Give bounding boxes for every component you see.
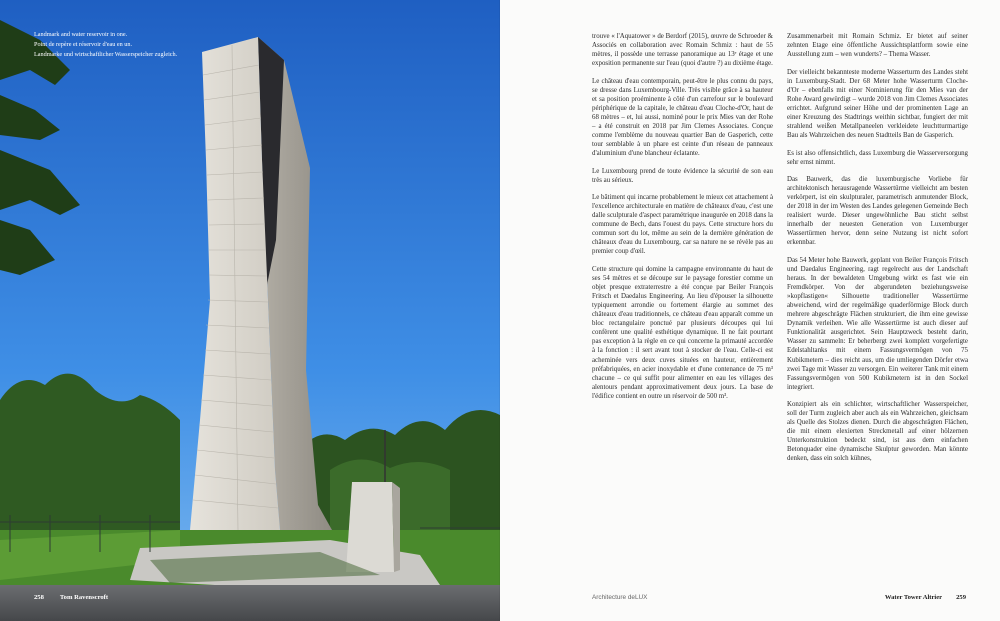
author-name: Tom Ravenscroft (59, 594, 109, 601)
caption-line-de: Landmarke und wirtschaftlicher Wasserspeicher zugleich. (34, 50, 178, 58)
paragraph: trouve « l'Aquatower » de Berdorf (2015), œuvre de Schroeder & Associés en collaboration avec Romain Schmiz : haut de 55 mètres, il possède une terrasse panoramique au 13ᵉ étage et une exposition permanente sur l'eau (quoi d'autre ?) au dixième étage. (592, 33, 773, 68)
chapter-title: Water Tower Altrier (884, 594, 943, 601)
paragraph: Le bâtiment qui incarne probablement le mieux cet attachement à l'excellence architecturale en matière de châteaux d'eau, c'est une dalle sculpturale d'aspect paramétrique inaugurée en 2018 dans la commune de Bech, dans l'ouest du pays. Cette structure hors du commun sort du lot, même au sein de la dernière génération de châteaux d'eau du Luxembourg, car sa nature ne se révèle pas au premier coup d'œil. (592, 194, 773, 256)
paragraph: Zusammenarbeit mit Romain Schmiz. Er bietet auf seiner zehnten Etage eine öffentliche Aussichtsplattform sowie eine Ausstellung zum – wen wunderts? – Thema Wasser. (787, 33, 968, 59)
caption-line-fr: Point de repère et réservoir d'eau en un. (34, 40, 133, 48)
photo-caption (34, 31, 184, 60)
page-number-left: 258 (34, 594, 44, 601)
paragraph: Konzipiert als ein schlichter, wirtschaftlicher Wasserspeicher, soll der Turm zugleich aber auch als ein Wahrzeichen, gleichsam als Quelle des Stolzes dienen. Durch die abgeschrägten Flächen, die mit einem elexierten Streckmetall auf einer hölzernen Unterkonstruktion bedeckt sind, ist aus dem einfachen Betonquader eine dynamische Skulptur geworden. Man könnte denken, dass ein solch kühnes, (787, 401, 968, 463)
german-text-column (787, 32, 968, 472)
caption-line-en: Landmark and water reservoir in one. (34, 31, 128, 38)
paragraph: Das 54 Meter hohe Bauwerk, geplant von Beiler François Fritsch und Daedalus Engineering, ragt regelrecht aus der Landschaft heraus. In der bewaldeten Umgebung wirkt es fast wie ein Fremdkörper. Von der abgerundeten beziehungsweise »kopflastigen« Silhouette traditioneller Wassertürme abweichend, wird der regelmäßige quaderförmige Block durch mehrere abgeschrägte Flächen strukturiert, die ihm eine gewisse Dynamik verleihen. Wie alle Wassertürme ist auch dieser auf Funktionalität ausgerichtet. Sein Hauptzweck besteht darin, Wasser zu sammeln: Er beherbergt zwei komplett vorgefertigte Edelstahltanks mit einem Fassungsvermögen von 75 Kubikmetern – dies reicht aus, um die umliegenden Dörfer etwa zwei Tage mit Wasser zu versorgen. Ein weiterer Tank mit einem Fassungsvermögen von 500 Kubikmetern ist in den Sockel integriert. (787, 256, 968, 391)
right-folio (885, 594, 966, 601)
page-number-right: 259 (956, 594, 966, 601)
paragraph: Cette structure qui domine la campagne environnante du haut de ses 54 mètres et se découpe sur le paysage forestier comme un objet presque extraterrestre a été conçue par Beiler François Fritsch et Daedalus Engineering. Au lieu d'épouser la silhouette typiquement arrondie ou fortement élargie au sommet des châteaux d'eau traditionnels, ce château d'eau apparaît comme un bloc rectangulaire ponctué par plusieurs découpes qui lui confèrent une qualité esthétique dynamique. Il ne fait pourtant pas exception à la règle en ce qui concerne la primauté accordée à la fonction : il sert avant tout à stocker de l'eau. Celle-ci est acheminée vers deux cuves situées en hauteur, entièrement préfabriquées, en acier inoxydable et d'une contenance de 75 m³ chacune – ce qui suffit pour alimenter en eau les villages des alentours pendant approximativement deux jours. La base de l'édifice contient en outre un réservoir de 500 m³. (592, 266, 773, 400)
paragraph: Es ist also offensichtlich, dass Luxemburg die Wasserversorgung sehr ernst nimmt. (787, 149, 968, 166)
french-text-column (592, 32, 773, 409)
paragraph: Le château d'eau contemporain, peut-être le plus connu du pays, se dresse dans Luxembourg-Ville. Très visible grâce à sa hauteur et sa position proéminente à côté d'un carrefour sur le boulevard périphérique de la capitale, le château d'eau Cloche-d'Or, haut de 68 mètres – et, lui aussi, nominé pour le prix Mies van der Rohe – a été construit en 2018 par Jim Clemes Associates. Conçue comme l'emblème du nouveau quartier Ban de Gasperich, cette tour semblable à un phare est ceinte d'un réseau de panneaux d'aluminium d'une blancheur éclatante. (592, 77, 773, 158)
publication-name: Architecture deLUX (592, 594, 648, 601)
paragraph: Der vielleicht bekannteste moderne Wasserturm des Landes steht in Luxemburg-Stadt. Der 68 Meter hohe Wasserturm Cloche-d'Or – ebenfalls mit einer Nominierung für den Mies van der Rohe Award gewürdigt – wurde 2018 von Jim Clemes Associates errichtet. Aufgrund seiner Höhe und der prominenten Lage an einer Kreuzung des Stadtrings weithin sichtbar, fungiert der mit strahlend weißen Metallpaneelen verkleidete leuchtturmartige Bau als Wahrzeichen des neuen Stadtteils Ban de Gasperich. (787, 68, 968, 139)
paragraph: Le Luxembourg prend de toute évidence la sécurité de son eau très au sérieux. (592, 167, 773, 184)
left-folio (34, 594, 108, 601)
right-page-text (500, 0, 1000, 621)
paragraph: Das Bauwerk, das die luxemburgische Vorliebe für architektonisch herausragende Wassertürme vielleicht am besten verkörpert, ist ein skulpturaler, parametrisch anmutender Block, der 2018 in der im Westen des Landes gelegenen Gemeinde Bech realisiert wurde. Dieser ungewöhnliche Bau sticht selbst innerhalb der neuesten Generation von Luxemburger Wassertürmen hervor, denn seine Nutzung ist nicht sofort erkennbar. (787, 176, 968, 247)
